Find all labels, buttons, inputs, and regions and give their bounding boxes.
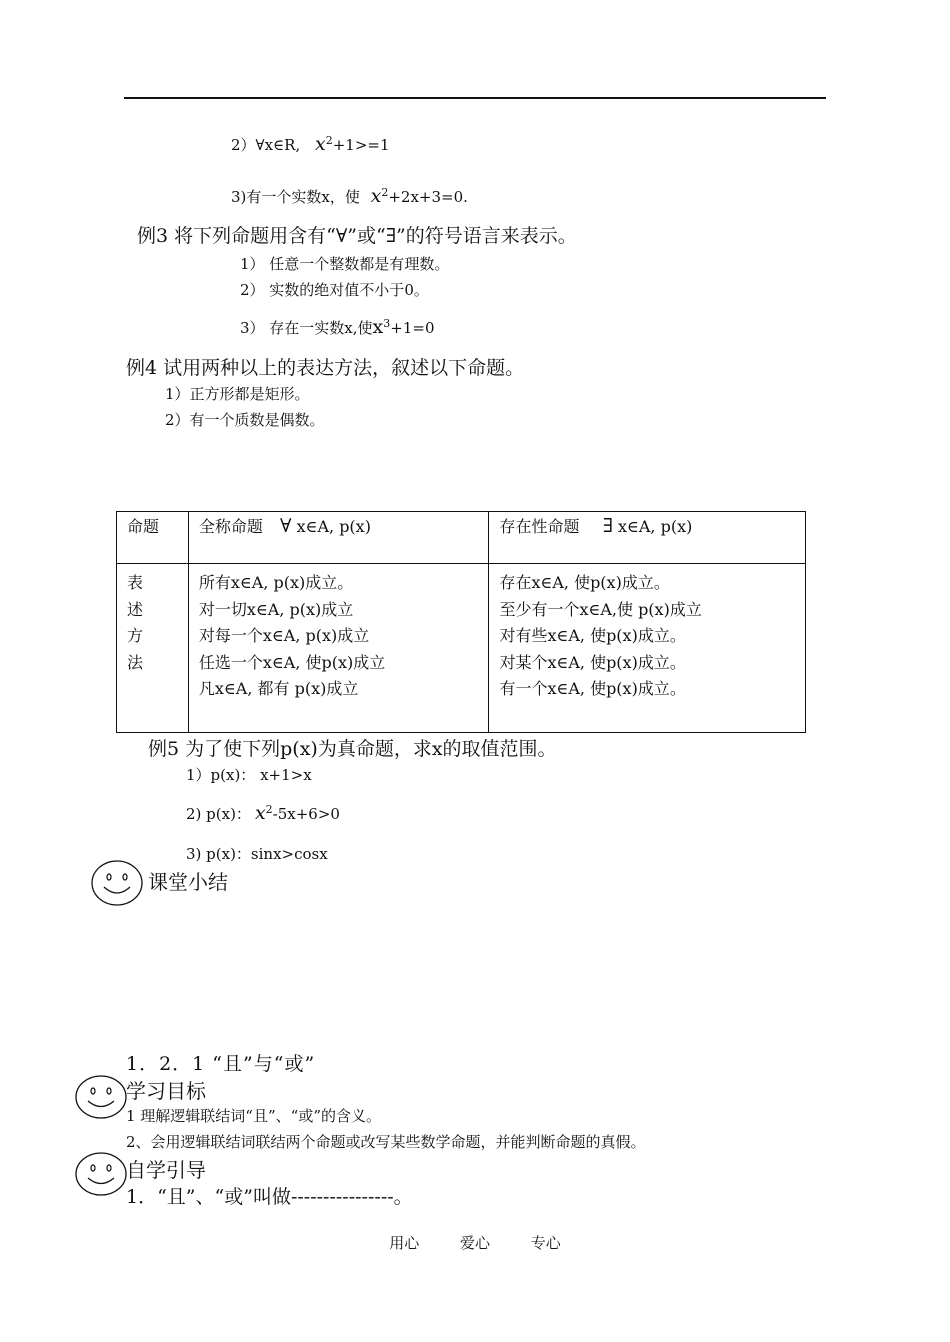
header-proposition-text: 命题 xyxy=(127,517,160,536)
exponent: 3 xyxy=(383,317,391,330)
header-existential-text: 存在性命题 xyxy=(499,517,580,536)
table-header-row xyxy=(117,512,806,564)
header-rule xyxy=(124,97,826,99)
row-label-char: 述 xyxy=(127,599,144,619)
example-3-title: 例3 将下列命题用含有“∀”或“∃”的符号语言来表示。 xyxy=(137,225,577,247)
section-heading: 1．2．1 “且”与“或” xyxy=(126,1053,316,1075)
quantifier-table xyxy=(116,511,806,733)
example-5-item-2 xyxy=(186,802,340,824)
example-3-item-3 xyxy=(240,316,435,338)
universal-expression: 凡x∈A, 都有 p(x)成立 xyxy=(198,679,359,698)
example-3-item-2: 2） 实数的绝对值不小于0。 xyxy=(240,281,429,299)
row-label-char: 方 xyxy=(127,626,144,645)
footer-text: 爱心 xyxy=(459,1234,490,1252)
example-4-item-2: 2）有一个质数是偶数。 xyxy=(165,411,325,429)
table-body-row xyxy=(117,564,806,733)
header-proposition xyxy=(117,512,189,564)
footer-text: 用心 xyxy=(389,1234,420,1252)
universal-expressions xyxy=(188,564,489,733)
existential-expression: 至少有一个x∈A,使 p(x)成立 xyxy=(499,599,702,619)
item-text: 3)有一个实数x，使 xyxy=(231,188,360,206)
example-5-item-3: 3) p(x)：sinx>cosx xyxy=(186,845,328,863)
guide-heading: 自学引导 xyxy=(126,1158,206,1182)
header-existential xyxy=(489,512,806,564)
existential-expression: 对有些x∈A, 使p(x)成立。 xyxy=(499,626,686,645)
forall-symbol: ∀ xyxy=(280,515,292,537)
header-universal-tail: x∈A, p(x) xyxy=(296,517,371,536)
example-5-title: 例5 为了使下列p(x)为真命题，求x的取值范围。 xyxy=(148,738,557,760)
universal-expression: 任选一个x∈A, 使p(x)成立 xyxy=(198,652,386,672)
universal-expression: 所有x∈A, p(x)成立。 xyxy=(198,573,354,592)
footer-text: 专心 xyxy=(530,1234,561,1252)
item-text: 3） 存在一实数x,使 xyxy=(240,319,373,337)
guide-item-1: 1．“且”、“或”叫做----------------。 xyxy=(126,1186,413,1208)
universal-expression: 对每一个x∈A, p(x)成立 xyxy=(198,626,370,645)
goals-heading: 学习目标 xyxy=(126,1079,206,1103)
row-label-char: 表 xyxy=(127,573,144,592)
smiley-icon xyxy=(74,1151,128,1197)
item-tail: +1=0 xyxy=(390,319,435,337)
item-tail: +2x+3=0. xyxy=(388,188,468,206)
header-universal-text: 全称命题 xyxy=(198,517,263,536)
item-exists-x xyxy=(231,185,468,207)
row-label xyxy=(117,564,189,733)
item-text: 2) p(x)： xyxy=(186,805,251,823)
summary-heading: 课堂小结 xyxy=(148,870,228,894)
existential-expression: 有一个x∈A, 使p(x)成立。 xyxy=(499,679,686,698)
smiley-icon xyxy=(90,859,144,907)
item-tail: +1>=1 xyxy=(332,136,390,154)
header-existential-tail: x∈A, p(x) xyxy=(617,517,693,536)
existential-expressions xyxy=(489,564,806,733)
exists-symbol: ∃ xyxy=(602,515,613,537)
exponent: 2 xyxy=(325,134,333,147)
row-label-char: 法 xyxy=(127,652,144,672)
smiley-icon xyxy=(74,1074,128,1120)
example-5-item-1: 1）p(x)： x+1>x xyxy=(186,766,312,784)
existential-expression: 存在x∈A, 使p(x)成立。 xyxy=(499,573,670,592)
var-x: x xyxy=(370,185,382,207)
header-universal xyxy=(188,512,489,564)
var-x: x xyxy=(254,802,266,824)
example-3-item-1: 1） 任意一个整数都是有理数。 xyxy=(240,255,450,273)
goal-item-2: 2、会用逻辑联结词联结两个命题或改写某些数学命题，并能判断命题的真假。 xyxy=(126,1133,646,1151)
var-x: x xyxy=(372,316,384,338)
item-text: 2）∀x∈R, xyxy=(231,136,301,154)
example-4-item-1: 1）正方形都是矩形。 xyxy=(165,385,310,403)
universal-expression: 对一切x∈A, p(x)成立 xyxy=(198,599,354,619)
example-4-title: 例4 试用两种以上的表达方法，叙述以下命题。 xyxy=(126,357,525,379)
var-x: x xyxy=(315,133,326,155)
exponent: 2 xyxy=(265,803,273,816)
page-footer xyxy=(0,1232,950,1253)
existential-expression: 对某个x∈A, 使p(x)成立。 xyxy=(499,652,686,672)
item-tail: -5x+6>0 xyxy=(272,805,340,823)
exponent: 2 xyxy=(381,186,389,199)
item-forall-x xyxy=(231,133,390,155)
goal-item-1: 1 理解逻辑联结词“且”、“或”的含义。 xyxy=(126,1107,381,1125)
